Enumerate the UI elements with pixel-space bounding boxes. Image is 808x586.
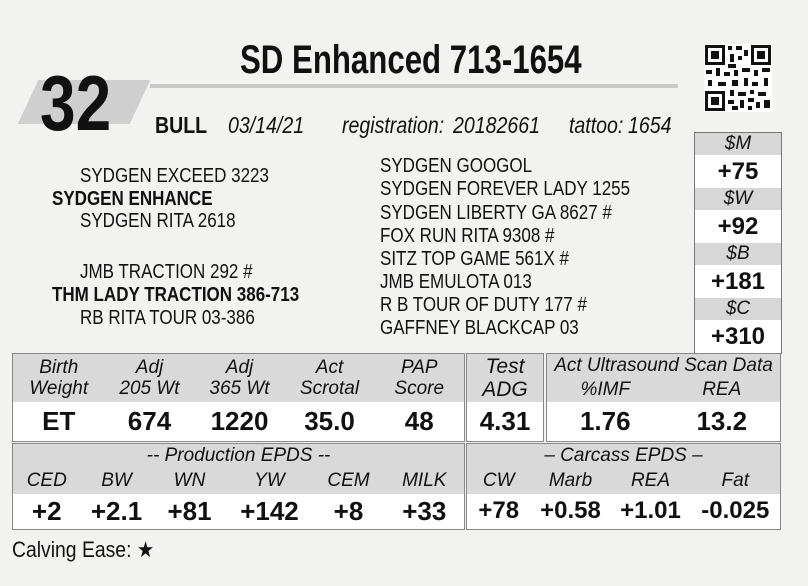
performance-table — [12, 353, 465, 442]
ultrasound-table — [546, 353, 781, 442]
index-label-b: $B — [695, 243, 781, 265]
dam-dam: RB RITA TOUR 03-386 — [80, 307, 255, 329]
header-cw: CW — [467, 468, 531, 494]
header-fat: Fat — [691, 468, 781, 494]
birth-date: 03/14/21 — [228, 112, 305, 138]
value-milk: +33 — [385, 494, 465, 530]
header-birth-weight: Birth Weight — [13, 354, 105, 402]
production-epds-title: -- Production EPDS -- — [13, 444, 465, 468]
sire-dam: SYDGEN RITA 2618 — [80, 210, 236, 232]
star-icon: ★ — [136, 537, 155, 562]
header-adj-205-wt: Adj 205 Wt — [105, 354, 195, 402]
sire-sire: SYDGEN EXCEED 3223 — [80, 165, 269, 187]
tattoo-label: tattoo: — [569, 112, 624, 138]
value-rea: 13.2 — [664, 402, 781, 442]
header-yw: YW — [227, 468, 313, 494]
header-bw: BW — [81, 468, 153, 494]
production-epds-table — [12, 443, 465, 530]
value-wn: +81 — [153, 494, 227, 530]
value-test-adg: 4.31 — [467, 402, 544, 442]
lot-number: 32 — [40, 59, 112, 147]
value-marb: +0.58 — [531, 494, 611, 530]
sire: SYDGEN ENHANCE — [52, 188, 213, 210]
index-value-m: +75 — [695, 155, 781, 188]
dam-sire: JMB TRACTION 292 # — [80, 261, 253, 283]
header-act-scrotal: Act Scrotal — [285, 354, 375, 402]
value-adj-365-wt: 1220 — [195, 402, 285, 442]
value-imf: 1.76 — [547, 402, 664, 442]
tattoo-number: 1654 — [628, 112, 672, 138]
value-adj-205-wt: 674 — [105, 402, 195, 442]
header-wn: WN — [153, 468, 227, 494]
value-fat: -0.025 — [691, 494, 781, 530]
calving-ease — [12, 537, 154, 563]
index-label-m: $M — [695, 133, 781, 155]
test-adg-table — [466, 353, 544, 442]
header-cem: CEM — [313, 468, 385, 494]
header-adj-365-wt: Adj 365 Wt — [195, 354, 285, 402]
third-gen-ancestor: SYDGEN GOOGOL — [380, 155, 533, 177]
value-bw: +2.1 — [81, 494, 153, 530]
animal-type: BULL — [155, 112, 208, 138]
header-imf: %IMF — [547, 378, 664, 402]
header-ced: CED — [13, 468, 81, 494]
value-cw: +78 — [467, 494, 531, 530]
index-value-c: +310 — [695, 320, 781, 353]
header-pap-score: PAP Score — [375, 354, 465, 402]
carcass-epds-title: – Carcass EPDS – — [467, 444, 781, 468]
header-rea: REA — [664, 378, 781, 402]
dollar-index-panel — [694, 132, 782, 354]
header-milk: MILK — [385, 468, 465, 494]
third-gen-ancestor: SYDGEN LIBERTY GA 8627 # — [380, 202, 612, 224]
value-act-scrotal: 35.0 — [285, 402, 375, 442]
title-underline — [150, 84, 678, 88]
value-birth-weight: ET — [13, 402, 105, 442]
third-gen-ancestor: R B TOUR OF DUTY 177 # — [380, 294, 587, 316]
dam: THM LADY TRACTION 386-713 — [52, 284, 300, 306]
header-rea-epd: REA — [611, 468, 691, 494]
header-test-adg: Test ADG — [467, 354, 544, 402]
carcass-epds-table — [466, 443, 781, 530]
index-value-b: +181 — [695, 265, 781, 298]
third-gen-ancestor: JMB EMULOTA 013 — [380, 271, 532, 293]
value-yw: +142 — [227, 494, 313, 530]
ultrasound-title: Act Ultrasound Scan Data — [547, 354, 781, 378]
value-rea-epd: +1.01 — [611, 494, 691, 530]
registration-number: 20182661 — [453, 112, 540, 138]
header-marb: Marb — [531, 468, 611, 494]
index-value-w: +92 — [695, 210, 781, 243]
third-gen-ancestor: SITZ TOP GAME 561X # — [380, 248, 569, 270]
index-label-w: $W — [695, 188, 781, 210]
index-label-c: $C — [695, 298, 781, 320]
animal-name: SD Enhanced 713-1654 — [240, 38, 582, 82]
third-gen-ancestor: SYDGEN FOREVER LADY 1255 — [380, 178, 631, 200]
third-gen-ancestor: GAFFNEY BLACKCAP 03 — [380, 317, 579, 339]
third-gen-ancestor: FOX RUN RITA 9308 # — [380, 225, 555, 247]
calving-ease-label: Calving Ease: — [12, 537, 132, 562]
value-ced: +2 — [13, 494, 81, 530]
qr-code-icon — [704, 44, 772, 112]
value-cem: +8 — [313, 494, 385, 530]
value-pap-score: 48 — [375, 402, 465, 442]
registration-label: registration: — [342, 112, 445, 138]
